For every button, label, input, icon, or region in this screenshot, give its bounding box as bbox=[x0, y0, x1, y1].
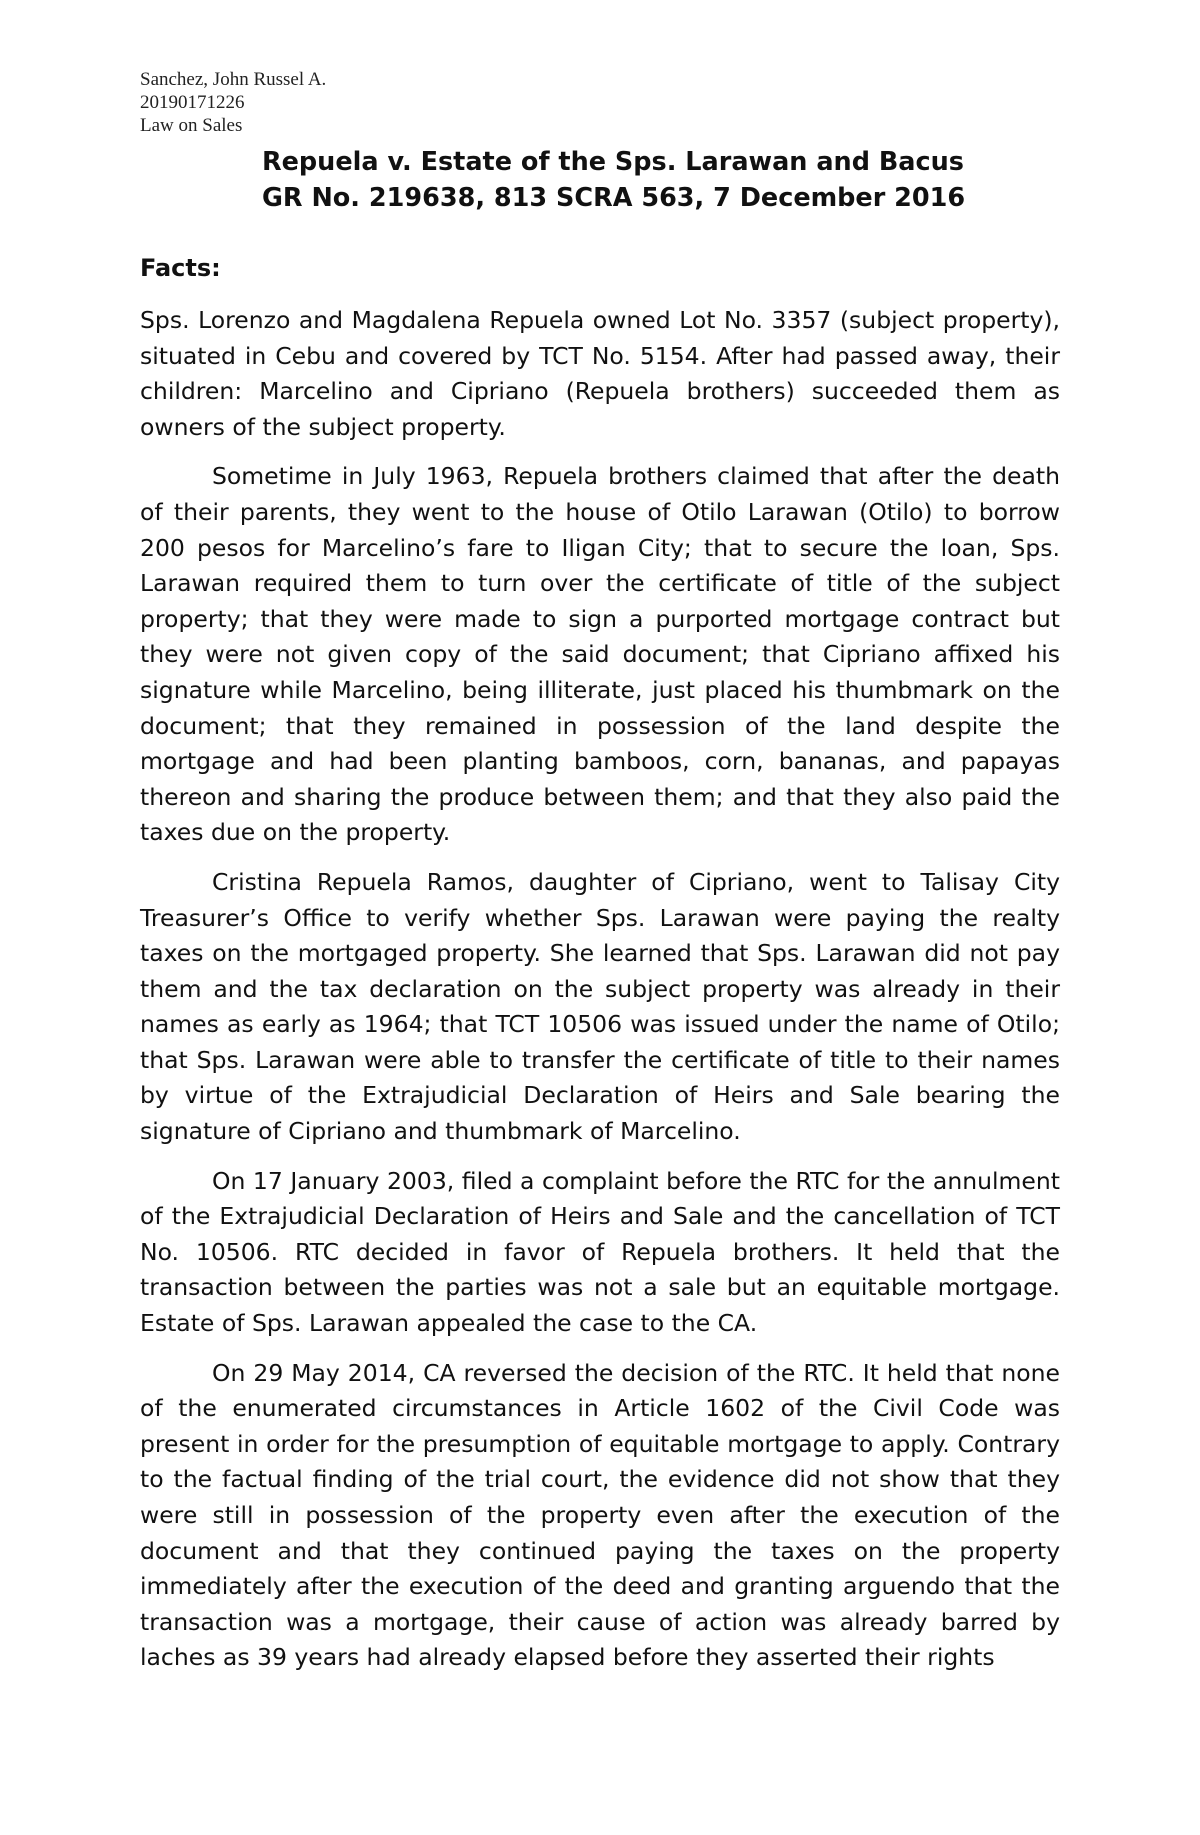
facts-heading: Facts: bbox=[140, 254, 221, 282]
case-citation: GR No. 219638, 813 SCRA 563, 7 December 2016 bbox=[262, 183, 966, 213]
paragraph-4: On 17 January 2003, filed a complaint before the RTC for the annulment of the Extrajudicial Declaration of Heirs and Sale and the cancellation of TCT No. 10506. RTC decided in favor of Repuela brothers. It held that the transaction between the parties was not a sale but an equitable mortgage. Estate of Sps. Larawan appealed the case to the CA. bbox=[140, 1166, 1060, 1338]
case-title: Repuela v. Estate of the Sps. Larawan and Bacus bbox=[262, 147, 964, 177]
paragraph-1: Sps. Lorenzo and Magdalena Repuela owned Lot No. 3357 (subject property), situated in Cebu and covered by TCT No. 5154. After had passed away, their children: Marcelino and Cipriano (Repuela brothers) succeeded them as owners of the subject property. bbox=[140, 306, 1060, 441]
case-heading bbox=[262, 144, 965, 216]
paragraph-2: Sometime in July 1963, Repuela brothers claimed that after the death of their parents, they went to the house of Otilo Larawan (Otilo) to borrow 200 pesos for Marcelino’s fare to Iligan City; that to secure the loan, Sps. Larawan required them to turn over the certificate of title of the subject property; that they were made to sign a purported mortgage contract but they were not given copy of the said document; that Cipriano affixed his signature while Marcelino, being illiterate, just placed his thumbmark on the document; that they remained in possession of the land despite the mortgage and had been planting bamboos, corn, bananas, and papayas thereon and sharing the produce between them; and that they also paid the taxes due on the property. bbox=[140, 462, 1060, 847]
student-id: 20190171226 bbox=[140, 92, 245, 113]
paragraph-5: On 29 May 2014, CA reversed the decision of the RTC. It held that none of the enumerated circumstances in Article 1602 of the Civil Code was present in order for the presumption of equitable mortgage to apply. Contrary to the factual finding of the trial court, the evidence did not show that they were still in possession of the property even after the execution of the document and that they continued paying the taxes on the property immediately after the execution of the deed and granting arguendo that the transaction was a mortgage, their cause of action was already barred by laches as 39 years had already elapsed before they asserted their rights bbox=[140, 1358, 1060, 1672]
course-name: Law on Sales bbox=[140, 115, 243, 136]
author-name: Sanchez, John Russel A. bbox=[140, 69, 327, 90]
author-header bbox=[140, 68, 326, 137]
paragraph-3: Cristina Repuela Ramos, daughter of Cipriano, went to Talisay City Treasurer’s Office to verify whether Sps. Larawan were paying the realty taxes on the mortgaged property. She learned that Sps. Larawan did not pay them and the tax declaration on the subject property was already in their names as early as 1964; that TCT 10506 was issued under the name of Otilo; that Sps. Larawan were able to transfer the certificate of title to their names by virtue of the Extrajudicial Declaration of Heirs and Sale bearing the signature of Cipriano and thumbmark of Marcelino. bbox=[140, 867, 1060, 1146]
facts-body bbox=[140, 303, 1060, 1690]
